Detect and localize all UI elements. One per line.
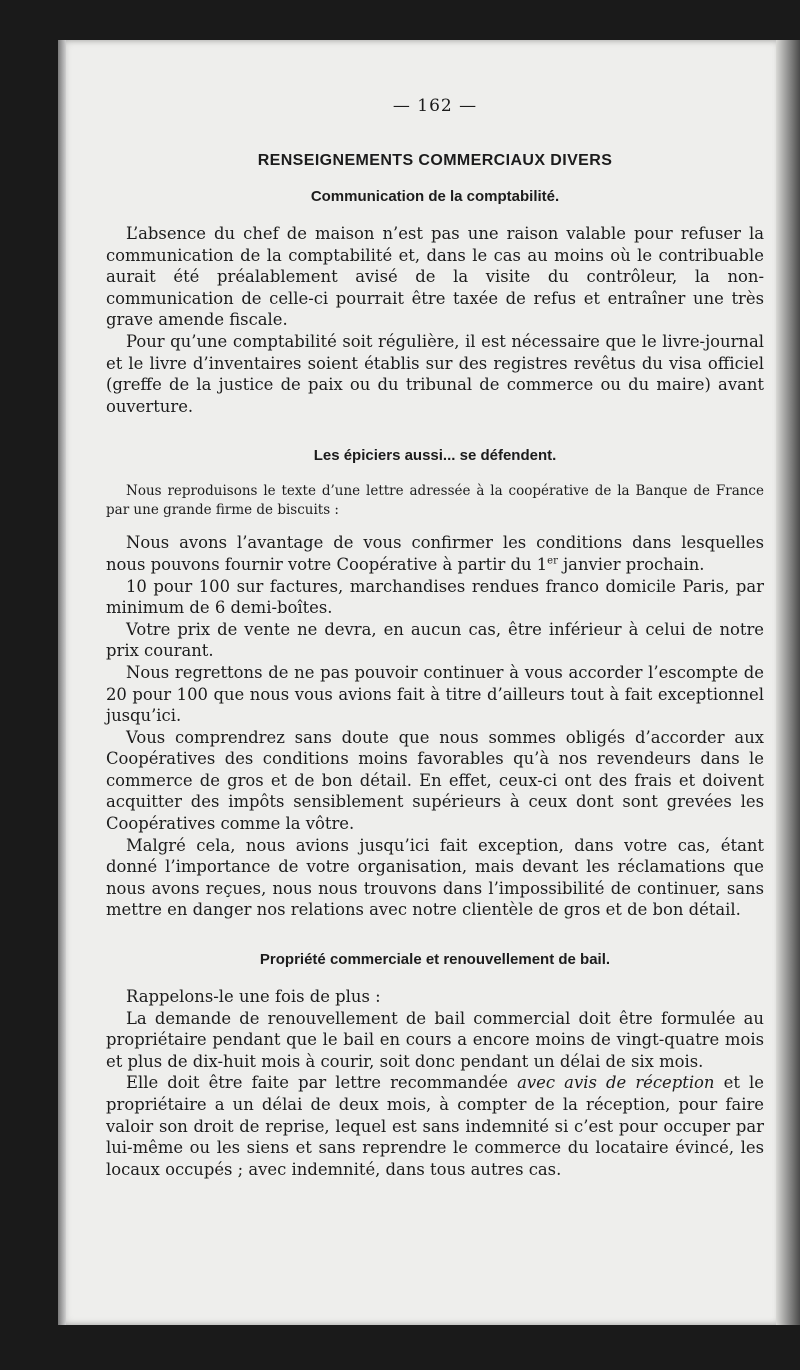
- paragraph-text: et le propriétaire a un délai de deux mois, à compter de la réception, pour faire valoir son droit de reprise, lequel est sans indemnité si c’est pour occuper par lui-même ou les siens et sans reprendre le commerce du locataire évincé, les locaux occupés ; avec indemnité, dans tous autres cas.: [106, 1073, 764, 1179]
- letter-paragraph: Vous comprendrez sans doute que nous sommes obligés d’accorder aux Coopératives des conditions moins favorables qu’à nos revendeurs dans le commerce de gros et de bon détail. En effet, ceux-ci ont des frais et doivent acquitter des impôts sensiblement supérieurs à ceux dont sont grevées les Coopératives comme la vôtre.: [106, 727, 764, 834]
- main-title: RENSEIGNEMENTS COMMERCIAUX DIVERS: [257, 152, 613, 169]
- page-content: [106, 96, 764, 1180]
- paragraph-text: Elle doit être faite par lettre recommandée: [126, 1073, 518, 1093]
- intro-note: Nous reproduisons le texte d’une lettre adressée à la coopérative de la Banque de France par une grande firme de biscuits :: [106, 483, 764, 519]
- letter-paragraph: Nous regrettons de ne pas pouvoir continuer à vous accorder l’escompte de 20 pour 100 que nous vous avions fait à titre d’ailleurs tout à fait exceptionnel jusqu’ici.: [106, 662, 764, 726]
- letter-paragraph: Votre prix de vente ne devra, en aucun cas, être inférieur à celui de notre prix courant.: [106, 619, 764, 661]
- page-edge-shadow: [776, 40, 800, 1325]
- letter-paragraph: Malgré cela, nous avions jusqu’ici fait exception, dans votre cas, étant donné l’importance de votre organisation, mais devant les réclamations que nous avons reçues, nous nous trouvons dans l’impossibilité de continuer, sans mettre en danger nos relations avec notre clientèle de gros et de bon détail.: [106, 835, 764, 920]
- paragraph: Pour qu’une comptabilité soit régulière, il est nécessaire que le livre-journal et le livre d’inventaires soient établis sur des registres revêtus du visa officiel (greffe de la justice de paix ou du tribunal de commerce ou du maire) avant ouverture.: [106, 331, 764, 416]
- superscript: er: [547, 555, 558, 567]
- page-number: — 162 —: [392, 96, 478, 116]
- page-spine-shadow: [58, 40, 66, 1325]
- paragraph: Rappelons-le une fois de plus :: [126, 987, 381, 1007]
- paragraph: L’absence du chef de maison n’est pas une raison valable pour refuser la communication de la comptabilité et, dans le cas au moins où le contribuable aurait été préalablement avisé de la visite du contrôleur, la non-communication de celle-ci pourrait être taxée de refus et entraîner une très grave amende fiscale.: [106, 224, 764, 330]
- paragraph: [106, 1072, 764, 1180]
- emphasis-text: avec avis de réception: [517, 1073, 715, 1093]
- section-title-propriete: Propriété commerciale et renouvellement de bail.: [259, 951, 611, 969]
- letter-text: Nous avons l’avantage de vous confirmer les conditions dans lesquelles nous pouvons fournir votre Coopérative à partir du 1: [106, 533, 764, 574]
- letter-paragraph: 10 pour 100 sur factures, marchandises rendues franco domicile Paris, par minimum de 6 demi-boîtes.: [106, 576, 764, 618]
- section-title-epiciers: Les épiciers aussi... se défendent.: [313, 447, 557, 465]
- letter-paragraph: [106, 532, 764, 575]
- section-title-comptabilite: Communication de la comptabilité.: [310, 188, 560, 205]
- letter-text: janvier prochain.: [557, 554, 705, 574]
- paragraph: La demande de renouvellement de bail commercial doit être formulée au propriétaire pendant que le bail en cours a encore moins de vingt-quatre mois et plus de dix-huit mois à courir, soit donc pendant un délai de six mois.: [106, 1008, 764, 1071]
